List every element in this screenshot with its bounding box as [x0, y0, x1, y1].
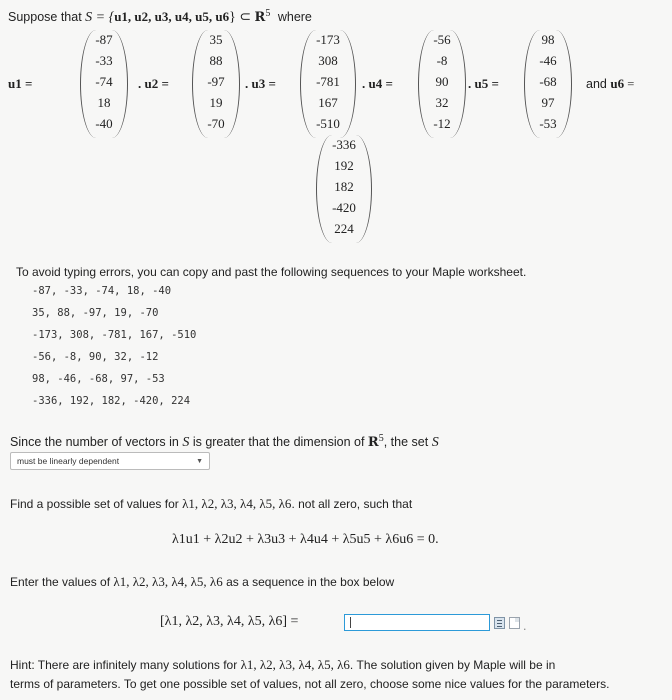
vector-u1-entry: -74 — [95, 74, 113, 89]
set-s-symbol: S — [431, 435, 439, 451]
set-elements: u1, u2, u3, u4, u5, u6 — [114, 9, 230, 25]
sequence-line[interactable]: 35, 88, -97, 19, -70 — [32, 307, 159, 319]
vector-u5-entry: -46 — [539, 53, 557, 68]
vector-label-u5: . u5 = — [468, 76, 499, 91]
vector-u2-entry: 19 — [209, 95, 223, 110]
vector-u4-entry: 32 — [435, 95, 449, 110]
real-space-symbol: R — [254, 10, 266, 26]
since-part2: is greater that the dimension of — [192, 435, 365, 450]
vector-u5-entry: -68 — [539, 74, 557, 89]
and-u6-label: and u6 = — [586, 76, 635, 91]
vector-u5-entry: 98 — [541, 32, 555, 47]
vector-u1-entry: 18 — [97, 95, 111, 110]
vector-u4-entry: -12 — [433, 116, 451, 131]
dependence-dropdown[interactable] — [10, 452, 210, 470]
and-text: and — [586, 77, 607, 91]
vector-u1-entry: -40 — [95, 116, 113, 131]
enter-line — [10, 574, 394, 590]
answer-label: [λ1, λ2, λ3, λ4, λ5, λ6] = — [160, 614, 299, 629]
sequence-line[interactable]: -56, -8, 90, 32, -12 — [32, 351, 159, 363]
set-s-symbol: S — [182, 435, 190, 451]
answer-input[interactable] — [344, 614, 490, 631]
vector-u2-entry: -97 — [207, 74, 225, 89]
preview-icon[interactable] — [494, 617, 505, 629]
enter-part2: as a sequence in the box below — [226, 575, 395, 589]
dot-marker: . — [523, 619, 527, 633]
sequence-line[interactable]: -173, 308, -781, 167, -510 — [32, 329, 197, 341]
vector-u3-entry: 167 — [318, 95, 338, 110]
vector-u6-entry: -420 — [332, 200, 356, 215]
hint-part1: Hint: There are infinitely many solutions for — [10, 658, 238, 672]
vector-label-u6: u6 — [610, 76, 625, 91]
vector-u4-entry: -8 — [436, 53, 448, 68]
vector-u2-entry: 35 — [209, 32, 223, 47]
hint-part2: . The solution given by Maple will be in — [349, 658, 556, 672]
text-cursor — [350, 617, 351, 628]
vector-u6-entry: 224 — [334, 221, 354, 236]
lambda-list: λ1, λ2, λ3, λ4, λ5, λ6 — [182, 496, 292, 511]
vector-u5-entry: 97 — [541, 95, 555, 110]
lambda-list: λ1, λ2, λ3, λ4, λ5, λ6 — [240, 657, 350, 672]
since-part3: , the set — [383, 435, 429, 450]
since-part1: Since the number of vectors in — [10, 435, 179, 450]
vector-label-u4: . u4 = — [362, 76, 393, 91]
hint-line-1 — [10, 657, 555, 673]
hint-line-2: terms of parameters. To get one possible set of values, not all zero, choose some nice values for the parameters. — [10, 677, 610, 691]
find-line — [10, 496, 412, 512]
real-space-exponent: 5 — [265, 8, 271, 19]
vector-u3-entry: -173 — [316, 32, 340, 47]
find-part2: . not all zero, such that — [291, 497, 413, 511]
set-rhs: } ⊂ — [229, 10, 255, 26]
vector-u6 — [316, 135, 372, 243]
vector-u3 — [300, 30, 356, 138]
vector-u2-entry: 88 — [209, 53, 223, 68]
real-space-symbol: R — [367, 435, 379, 451]
enter-part1: Enter the values of — [10, 575, 111, 589]
sequence-line[interactable]: -336, 192, 182, -420, 224 — [32, 395, 191, 407]
since-line — [10, 433, 439, 451]
vector-u1-entry: -87 — [95, 32, 113, 47]
lambda-list: λ1, λ2, λ3, λ4, λ5, λ6 — [113, 574, 223, 589]
copy-instructions: To avoid typing errors, you can copy and past the following sequences to your Maple worksheet. — [16, 265, 527, 279]
vector-u6-entry: 192 — [334, 158, 354, 173]
real-space-exponent: 5 — [378, 433, 384, 444]
chevron-down-icon: ▼ — [196, 458, 203, 465]
vector-u4-entry: 90 — [435, 74, 449, 89]
vector-u3-entry: 308 — [318, 53, 338, 68]
vector-u5 — [524, 30, 572, 138]
vector-u3-entry: -510 — [316, 116, 340, 131]
vector-u1 — [80, 30, 128, 138]
sequence-line[interactable]: -87, -33, -74, 18, -40 — [32, 285, 172, 297]
vector-u1-entry: -33 — [95, 53, 113, 68]
vector-label-u3: . u3 = — [245, 76, 276, 91]
intro-prefix: Suppose that — [8, 10, 82, 25]
vector-u3-entry: -781 — [316, 74, 340, 89]
document-icon[interactable] — [509, 617, 520, 629]
intro-line — [8, 8, 312, 26]
vector-u6-entry: 182 — [334, 179, 354, 194]
intro-suffix: where — [277, 10, 312, 25]
vector-u2-entry: -70 — [207, 116, 225, 131]
linear-combination-equation: λ1u1 + λ2u2 + λ3u3 + λ4u4 + λ5u5 + λ6u6 = 0. — [172, 532, 439, 547]
vector-u4-entry: -56 — [433, 32, 451, 47]
find-part1: Find a possible set of values for — [10, 497, 179, 511]
vector-u5-entry: -53 — [539, 116, 557, 131]
vector-u4 — [418, 30, 466, 138]
set-lhs: S = { — [85, 10, 115, 26]
dropdown-selected-value: must be linearly dependent — [17, 456, 120, 466]
vector-u2 — [192, 30, 240, 138]
vector-label-u1: u1 = — [8, 76, 33, 91]
vector-u6-entry: -336 — [332, 137, 356, 152]
sequence-line[interactable]: 98, -46, -68, 97, -53 — [32, 373, 165, 385]
vector-label-u2: . u2 = — [138, 76, 169, 91]
